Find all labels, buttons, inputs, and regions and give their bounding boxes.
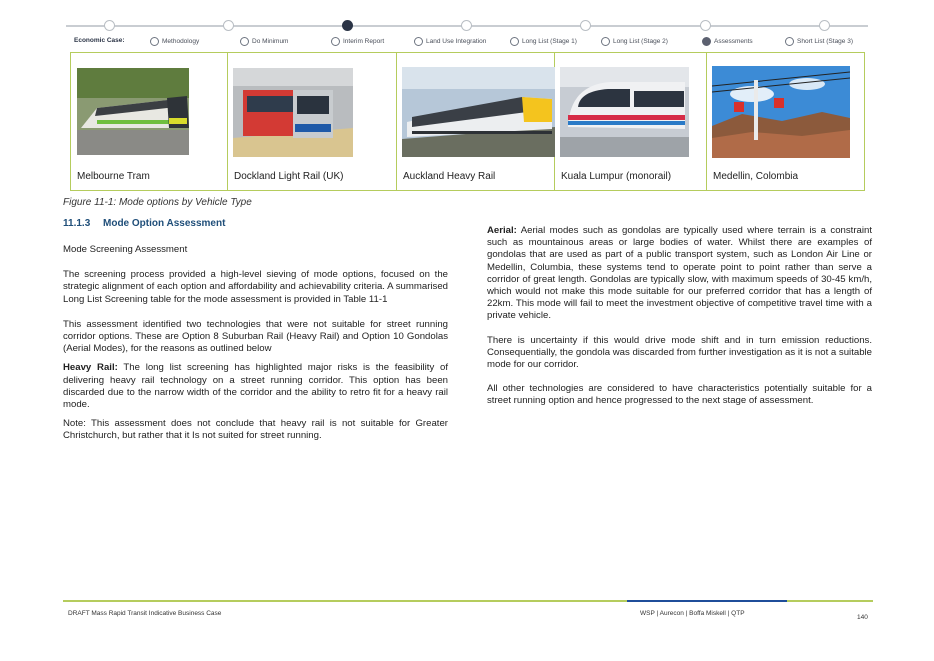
vehicle-image-strip bbox=[70, 52, 865, 191]
figure-caption-monorail: Kuala Lumpur (monorail) bbox=[561, 171, 672, 182]
page-number: 140 bbox=[857, 614, 868, 621]
progress-dot-3 bbox=[342, 20, 353, 31]
right-column bbox=[487, 225, 872, 419]
subheading-screening: Mode Screening Assessment bbox=[63, 244, 188, 255]
paragraph-heavy-rail bbox=[63, 362, 448, 411]
monorail-image bbox=[560, 67, 689, 157]
figure-cell-heavy-rail bbox=[397, 53, 555, 190]
figure-caption-dlr: Dockland Light Rail (UK) bbox=[234, 171, 344, 182]
heavy-rail-text: The long list screening has highlighted major risks is the feasibility of delivering heavy rail technology on a street running corridor. This option has been discarded due to the narrow width of the corridor and the ability to retro fit for a heavy rail mode. bbox=[63, 362, 448, 411]
section-title: Mode Option Assessment bbox=[103, 218, 226, 229]
heavy-rail-image bbox=[402, 67, 555, 157]
aerial-text: Aerial modes such as gondolas are typically used where terrain is a constraint such as mountainous areas or large bodies of water. Whilst there are examples of gondolas that are used as part of a public transport system, such as London Air Line or Medellin, Columbia, these systems tend to operate point to point rather than serve a corridor of great length. Gondolas are typically slow, with maximum speeds of 30-45 km/h, which would not make this mode suitable for our preferred corridor that has a length of 22km. This mode will fail to meet the investment objective of competitive travel time with a private vehicle. bbox=[487, 225, 872, 322]
footer-rule-accent bbox=[627, 600, 787, 602]
economic-case-label: Economic Case: bbox=[74, 37, 125, 44]
paragraph-other-technologies: All other technologies are considered to have characteristics potentially suitable for a street running option and hence progressed to the next stage of assessment. bbox=[487, 383, 872, 407]
figure-caption-gondola: Medellin, Colombia bbox=[713, 171, 799, 182]
stage-land-use-integration: Land Use Integration bbox=[414, 37, 486, 46]
footer-document-title: DRAFT Mass Rapid Transit Indicative Business Case bbox=[68, 610, 222, 617]
tram-image bbox=[77, 68, 189, 155]
figure-cell-tram bbox=[71, 53, 228, 190]
stage-methodology: Methodology bbox=[150, 37, 199, 46]
radio-icon bbox=[331, 37, 340, 46]
figure-caption: Figure 11-1: Mode options by Vehicle Type bbox=[63, 197, 252, 208]
stage-do-minimum: Do Minimum bbox=[240, 37, 288, 46]
footer-authors: WSP | Aurecon | Boffa Miskell | QTP bbox=[640, 610, 745, 617]
aerial-label: Aerial: bbox=[487, 225, 517, 236]
progress-dot-1 bbox=[104, 20, 115, 31]
heavy-rail-label: Heavy Rail: bbox=[63, 362, 118, 374]
stage-interim-report: Interim Report bbox=[331, 37, 384, 46]
radio-filled-icon bbox=[702, 37, 711, 46]
figure-cell-gondola bbox=[707, 53, 864, 190]
light-rail-image bbox=[233, 68, 353, 157]
radio-icon bbox=[510, 37, 519, 46]
radio-icon bbox=[240, 37, 249, 46]
paragraph-uncertainty: There is uncertainty if this would drive mode shift and in turn emission reductions. Consequentially, the gondola was discarded from further investigation as it is not a suitable mode for our corridor. bbox=[487, 334, 872, 371]
paragraph-note: Note: This assessment does not conclude that heavy rail is not suitable for Greater Christchurch, but rather that it Is not suited for street running. bbox=[63, 418, 448, 442]
radio-icon bbox=[150, 37, 159, 46]
radio-icon bbox=[601, 37, 610, 46]
stage-short-list-3: Short List (Stage 3) bbox=[785, 37, 853, 46]
progress-dot-5 bbox=[580, 20, 591, 31]
paragraph-screening: The screening process provided a high-level sieving of mode options, focused on the strategic alignment of each option and affordability and achievability criteria. A summarised Long List Screening table for the mode assessment is provided in Table 11-1 bbox=[63, 269, 448, 305]
figure-caption-tram: Melbourne Tram bbox=[77, 171, 150, 182]
left-column bbox=[63, 244, 448, 454]
progress-dot-7 bbox=[819, 20, 830, 31]
figure-cell-monorail bbox=[555, 53, 707, 190]
section-heading bbox=[63, 218, 225, 229]
stage-assessments: Assessments bbox=[702, 37, 753, 46]
figure-caption-heavy-rail: Auckland Heavy Rail bbox=[403, 171, 496, 182]
stage-long-list-2: Long List (Stage 2) bbox=[601, 37, 668, 46]
paragraph-aerial bbox=[487, 225, 872, 323]
figure-cell-dlr bbox=[228, 53, 397, 190]
stage-long-list-1: Long List (Stage 1) bbox=[510, 37, 577, 46]
progress-dot-6 bbox=[700, 20, 711, 31]
radio-icon bbox=[414, 37, 423, 46]
section-number: 11.1.3 bbox=[63, 218, 91, 229]
radio-icon bbox=[785, 37, 794, 46]
paragraph-assessment: This assessment identified two technologies that were not suitable for street running corridor options. These are Option 8 Suburban Rail (Heavy Rail) and Option 10 Gondolas (Aerial Modes), for the reasons as outlined below bbox=[63, 318, 448, 355]
progress-dot-2 bbox=[223, 20, 234, 31]
stage-legend bbox=[74, 37, 874, 49]
gondola-image bbox=[712, 66, 850, 158]
progress-dot-4 bbox=[461, 20, 472, 31]
